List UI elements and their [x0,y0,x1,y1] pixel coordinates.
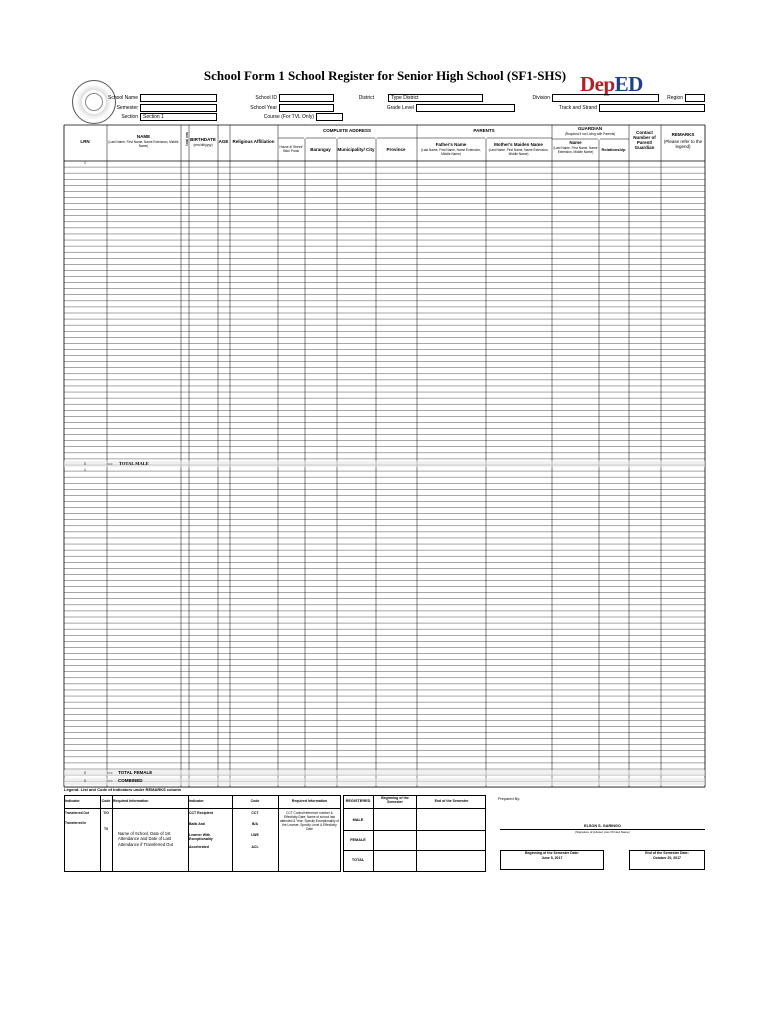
summary-col-divider-1 [373,795,374,872]
legend-h-info-left: Required Information [113,799,149,803]
legend-code-cct: CCT [251,811,259,815]
arrow-total-female: <== [107,771,113,775]
legend-h-indicator-left: Indicator [65,799,80,803]
legend-indicator-acl: Accelerated [189,845,209,849]
row-marker-total-female: 0 [84,771,86,775]
col-guardian: GUARDIAN [577,126,603,131]
summary-row-divider-2 [343,830,486,831]
form-title: School Form 1 School Register for Senior High School (SF1-SHS) [203,68,567,83]
col-father-sub: (Last Name, First Name, Name Extension, Middle Name) [421,148,481,156]
adviser-name: ELSON S. GARINGO [584,824,621,828]
section-label: Section [121,114,138,120]
col-remarks: REMARKS [671,132,695,137]
summary-male: MALE [352,818,364,822]
col-guardian-name-sub: (Last Name, First Name, Name Extension, Middle Name) [553,146,598,154]
legend-header-divider [64,808,341,809]
school-year-label: School Year [250,105,277,111]
legend-code-lwe: LWE [251,833,259,837]
col-sex: SEX (M/F) [185,132,189,146]
col-age: AGE [218,139,229,144]
legend-h-code-right: Code [250,799,260,803]
legend-indicator-ti: Transferred In [65,821,87,825]
summary-row-divider-1 [343,808,486,809]
legend-indicator-lwe: Learner With Exceptionality [189,833,213,841]
school-id-label: School ID [255,95,277,101]
summary-total: TOTAL [351,858,365,862]
col-birthdate: BIRTHDATE [190,137,216,142]
prepared-by-label: Prepared By: [498,797,521,801]
col-religion: Religious Affiliation [232,139,275,144]
logo-part1: Dep [580,72,615,96]
end-date-value: October 20, 2017 [652,856,681,860]
semester-label: Semester [116,105,138,111]
col-parents: PARENTS [473,128,495,133]
legend-code-acl: ACL [251,845,259,849]
legend-indicator-to: Transferred Out [65,811,89,815]
end-date-label: End of the Semester Date: [645,851,689,855]
row-marker-first: 1 [84,161,86,165]
col-house: House #/ Street/ Sitio/ Purok [279,145,303,153]
col-name: NAME [136,134,151,139]
label-total-female: TOTAL FEMALE [118,770,153,775]
col-mother-sub: (Last Name, First Name, Name Extension, Middle Name) [488,148,549,156]
col-contact: Contact Number of Parent/ Guardian [633,130,656,150]
summary-beginning: Beginning of the Semester [381,796,409,804]
col-mother: Mother's Maiden Name [494,142,543,147]
legend-col-divider-1 [100,795,101,872]
col-guardian-sub: (Required if not Living with Parents) [564,132,616,136]
legend-indicator-cct: CCT Recipient [189,811,213,815]
district-label: District [358,95,374,101]
division-label: Division [532,95,550,101]
course-label: Course (For TVL Only) [263,114,314,120]
row-marker-total-male: 0 [84,462,86,466]
summary-registered: REGISTERED [345,799,371,803]
legend-info-right: CCT Control/reference number & Effectivity Date; Name of school last attended & Year; Specify Exceptionality of the Learner; Specify Level & Effectivity Date [279,811,339,831]
col-father: Father's Name [435,142,467,147]
begin-date-label: Beginning of the Semester Date: [524,851,580,855]
legend-code-ba: B/A [251,822,259,826]
col-address: COMPLETE ADDRESS [322,128,372,133]
legend-info-left: Name of School, Date of 1st Attendance and Date of Last Attendance if Transferred Out [118,831,173,847]
region-label: Region [667,95,683,101]
adviser-name-sub: (Signature of Adviser over Printed Name) [575,830,630,834]
col-municipality: Municipality/ City [337,147,375,152]
summary-end: End of the Semester [434,799,469,803]
col-barangay: Barangay [310,147,331,152]
label-combined: COMBINED [118,778,143,783]
summary-female: FEMALE [350,838,366,842]
district-field[interactable]: Type District [388,94,483,102]
legend-code-ti: T/I [103,827,109,831]
arrow-total-male: <== [107,462,113,466]
row-marker-female-first: 1 [84,468,86,472]
legend-col-divider-5 [278,795,279,872]
track-strand-label: Track and Strand [558,105,597,111]
row-marker-combined: 0 [84,779,86,783]
summary-row-divider-3 [343,850,486,851]
col-birthdate-sub: (mm/dd/yyyy) [193,143,213,147]
col-guardian-name: Name [569,140,582,145]
col-name-sub: (Last Name, First Name, Name Extension, Middle Name) [108,140,179,148]
legend-h-info-right: Required Information [291,799,328,803]
grade-level-label: Grade Level [386,105,414,111]
col-province: Province [386,147,406,152]
arrow-combined: <== [107,779,113,783]
section-field[interactable]: Section 1 [140,113,217,121]
school-name-label: School Name [107,95,138,101]
legend-h-indicator-right: Indicator [189,799,204,803]
label-total-male: TOTAL MALE [119,461,149,466]
legend-col-divider-2 [112,795,113,872]
col-relationship: Relationship [601,147,626,152]
logo-part2: ED [614,72,643,96]
legend-indicator-ba: Balik Aral [189,822,206,826]
begin-date-value: June 5, 2017 [541,856,563,860]
legend-h-code-left: Code [101,799,111,803]
col-lrn: LRN [80,139,90,144]
col-remarks-sub: (Please refer to the legend) [663,139,703,149]
legend-title: Legend: List and Code of Indicators under REMARKS column [64,787,182,792]
legend-code-to: T/O [103,811,109,815]
summary-col-divider-2 [416,795,417,872]
